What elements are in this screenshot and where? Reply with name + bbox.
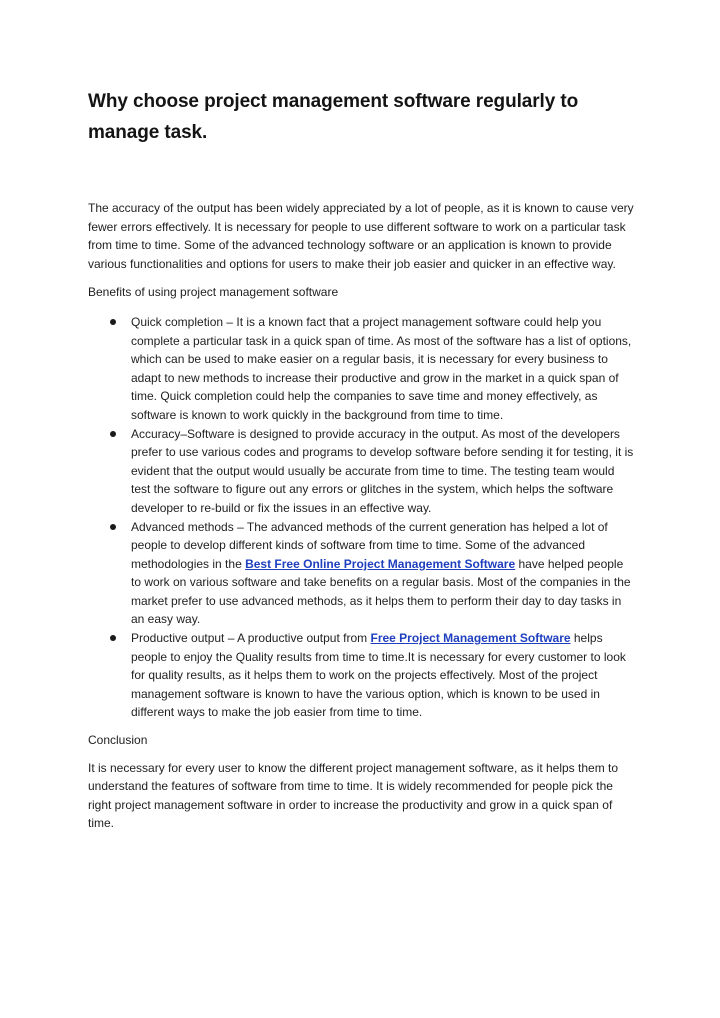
list-item-productive-output xyxy=(88,629,636,722)
intro-paragraph: The accuracy of the output has been widely appreciated by a lot of people, as it is known to cause very fewer errors effectively. It is necessary for people to use different software to work on a particular task from time to time. Some of the advanced technology software or an application is known to provide various functionalities and options for users to make their job easier and quicker in an effective way. xyxy=(88,201,634,271)
list-item-accuracy xyxy=(88,425,636,518)
bullet-icon xyxy=(110,524,116,530)
bullet-text: Quick completion – It is a known fact that a project management software could help you complete a particular task in a quick span of time. As most of the software has a list of options, which can be used to make easier on a regular basis, it is necessary for every business to adapt to new methods to increase their productive and grow in the market in a quick span of time. Quick completion could help the companies to save time and money effectively, as software is known to work quickly in the background from time to time. xyxy=(131,314,632,422)
benefits-heading: Benefits of using project management software xyxy=(88,285,339,300)
bullet-text-after: have helped people to work on various software and take benefits on a regular basis. Most of the companies in the market prefer to use advanced methods, as it helps them to perform their day to day tasks in an easy way. xyxy=(131,556,631,627)
best-free-online-pm-software-link[interactable]: Best Free Online Project Management Software xyxy=(245,556,516,571)
bullet-icon xyxy=(110,319,116,325)
bullet-text: Accuracy–Software is designed to provide accuracy in the output. As most of the developers prefer to use various codes and programs to develop software before sending it for testing, it is evident that the output would usually be accurate from time to time. The testing team would test the software to figure out any errors or glitches in the system, which helps the software developer to re-build or fix the issues in an effective way. xyxy=(131,426,634,515)
bullet-text-after: helps people to enjoy the Quality results from time to time.It is necessary for every customer to look for quality results, as it helps them to work on the projects effectively. Most of the project management software is known to have the various option, which is known to be used in different ways to make the job easier from time to time. xyxy=(131,631,626,720)
benefits-list xyxy=(88,313,636,722)
conclusion-paragraph: It is necessary for every user to know the different project management software, as it helps them to understand the features of software from time to time. It is widely recommended for people pick the right project management software in order to increase the productivity and grow in a quick span of time. xyxy=(88,760,619,831)
list-item-quick-completion xyxy=(88,313,636,425)
conclusion-heading: Conclusion xyxy=(88,733,148,748)
bullet-icon xyxy=(110,635,116,641)
bullet-text-before: Advanced methods – The advanced methods of the current generation has helped a lot of people to develop different kinds of software from time to time. Some of the advanced methodologies in the xyxy=(131,519,608,571)
document-body xyxy=(88,86,636,833)
list-item-advanced-methods xyxy=(88,518,636,630)
bullet-icon xyxy=(110,431,116,437)
document-title: Why choose project management software regularly to manage task. xyxy=(88,91,579,143)
bullet-text-before: Productive output – A productive output from xyxy=(131,631,371,646)
free-pm-software-link[interactable]: Free Project Management Software xyxy=(370,631,571,646)
